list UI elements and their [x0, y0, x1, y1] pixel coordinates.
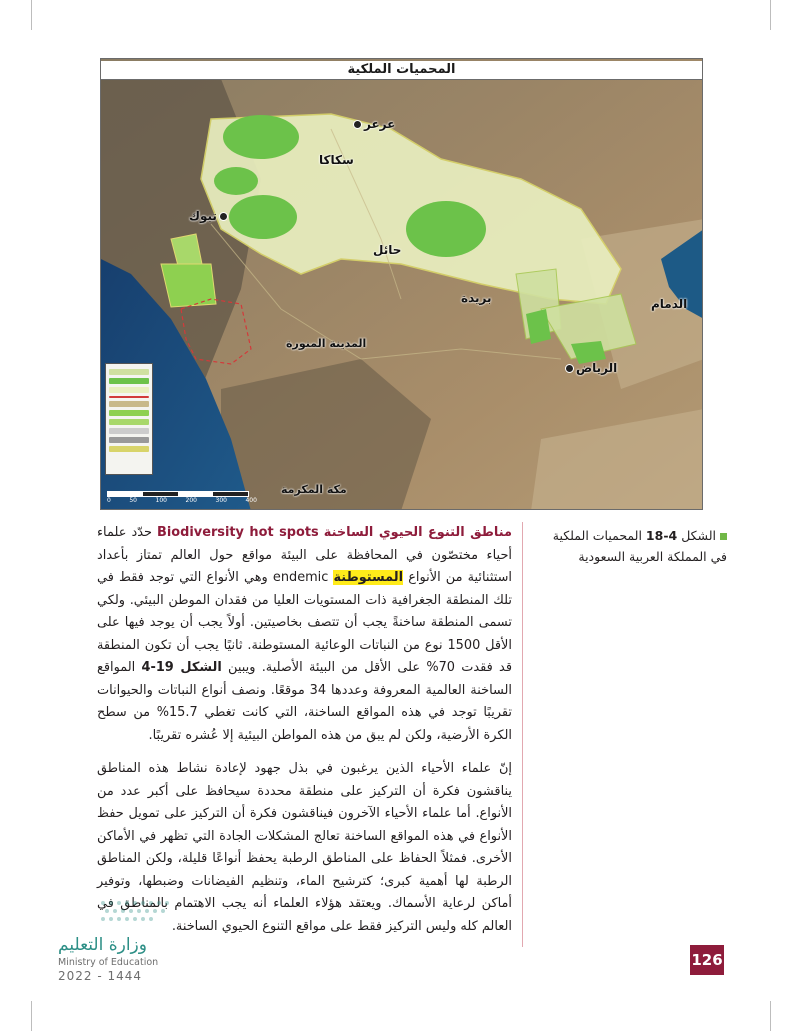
paragraph-1: [97, 522, 512, 747]
royal-reserves-map: [100, 58, 703, 510]
body-text: [97, 522, 512, 949]
column-divider: [522, 522, 523, 947]
text-span: المواقع الساخنة العالمية المعروفة وعددها 34 موقعًا. ونصف أنواع النباتات والحيوانات تقريبًا توجد في هذه المواقع الساخنة، التي كانت تغطي 15.7% من سطح الكرة الأرضية، ولكن لم يبق من هذه المواطن البيئية إلا عُشره تقريبًا.: [97, 660, 512, 743]
text-span: حدّد علماء أحياء مختصّون في المحافظة على البيئة مواقع حول العالم تمتاز بأعداد استثنائية من الأنواع: [97, 525, 512, 585]
map-scale-bar: 0 50 100 200 300 400: [107, 491, 257, 505]
city-label: الرياض: [563, 361, 617, 375]
ministry-name-english: Ministry of Education: [58, 957, 159, 968]
paragraph-2: إنّ علماء الأحياء الذين يرغبون في بذل جهود لإعادة نشاط هذه المناطق يناقشون فكرة أن التركيز على منطقة محددة سيحافظ على أكبر عدد من الأنواع. أما علماء الأحياء الآخرون فيناقشون فكرة أن التركيز على تمويل حفظ الأنواع في هذه المواقع الساخنة تعالج المشكلات الجادة التي تظهر في الأماكن الأخرى. فمثلاً الحفاظ على المناطق الرطبة يحفظ أنواعًا قليلة، ولكن المناطق الرطبة لها أهمية كبرى؛ كترشيح الماء، وتنظيم الفيضانات وضبطها، وتوفير أماكن لرعاية الأسماك. ويعتقد هؤلاء العلماء أنه يجب الاهتمام بالمناطق في العالم كله وليس التركيز فقط على مواقع التنوع الحيوي الساخنة.: [97, 761, 512, 934]
crop-mark: [31, 0, 32, 30]
caption-figure-number: 18-4: [645, 528, 678, 543]
map-title: المحميات الملكية: [101, 61, 702, 80]
term-arabic: مناطق التنوع الحيوي الساخنة: [323, 525, 512, 540]
decorative-dots: [98, 898, 178, 928]
figure-reference: الشكل 19-4: [141, 660, 222, 675]
figure-caption: [537, 525, 727, 567]
highlighted-term: المستوطنة: [333, 570, 404, 585]
caption-text: المحميات الملكية في المملكة العربية السعودية: [552, 528, 727, 564]
city-label: تبوك: [189, 209, 230, 223]
caption-square-icon: [720, 533, 727, 540]
edition-year: 2022 - 1444: [58, 969, 143, 983]
map-legend: [105, 363, 153, 475]
city-label: سكاكا: [319, 153, 354, 167]
crop-mark: [770, 1001, 771, 1031]
ministry-logo: [58, 935, 168, 983]
term-english: Biodiversity hot spots: [157, 525, 319, 540]
city-label: مكة المكرمة: [281, 483, 347, 496]
term-english-endemic: endemic: [272, 570, 329, 585]
city-label: الدمام: [651, 297, 688, 311]
caption-prefix: الشكل: [681, 528, 716, 543]
ministry-name-arabic: وزارة التعليم: [58, 935, 147, 955]
satellite-map-image: [101, 59, 703, 510]
city-label: المدينة المنورة: [286, 337, 367, 350]
city-label: بريدة: [461, 291, 492, 305]
page-number: 126: [690, 945, 724, 975]
crop-mark: [770, 0, 771, 30]
city-label: عرعر: [351, 117, 395, 131]
crop-mark: [31, 1001, 32, 1031]
text-span: وهي الأنواع التي توجد فقط في تلك المنطقة الجغرافية ذات المستويات العليا من فقدان الموطن البيئي. ولكي تسمى المنطقة ساخنةً يجب أن تتصف بخاصيتين. أولاً يجب أن يوجد فيها على الأقل 1500 نوع من النباتات الوعائية المستوطنة. ثانيًا يجب أن تكون المنطقة قد فقدت 70% على الأقل من البيئة الأصلية. ويبين: [97, 570, 512, 675]
city-label: حائل: [373, 243, 402, 257]
